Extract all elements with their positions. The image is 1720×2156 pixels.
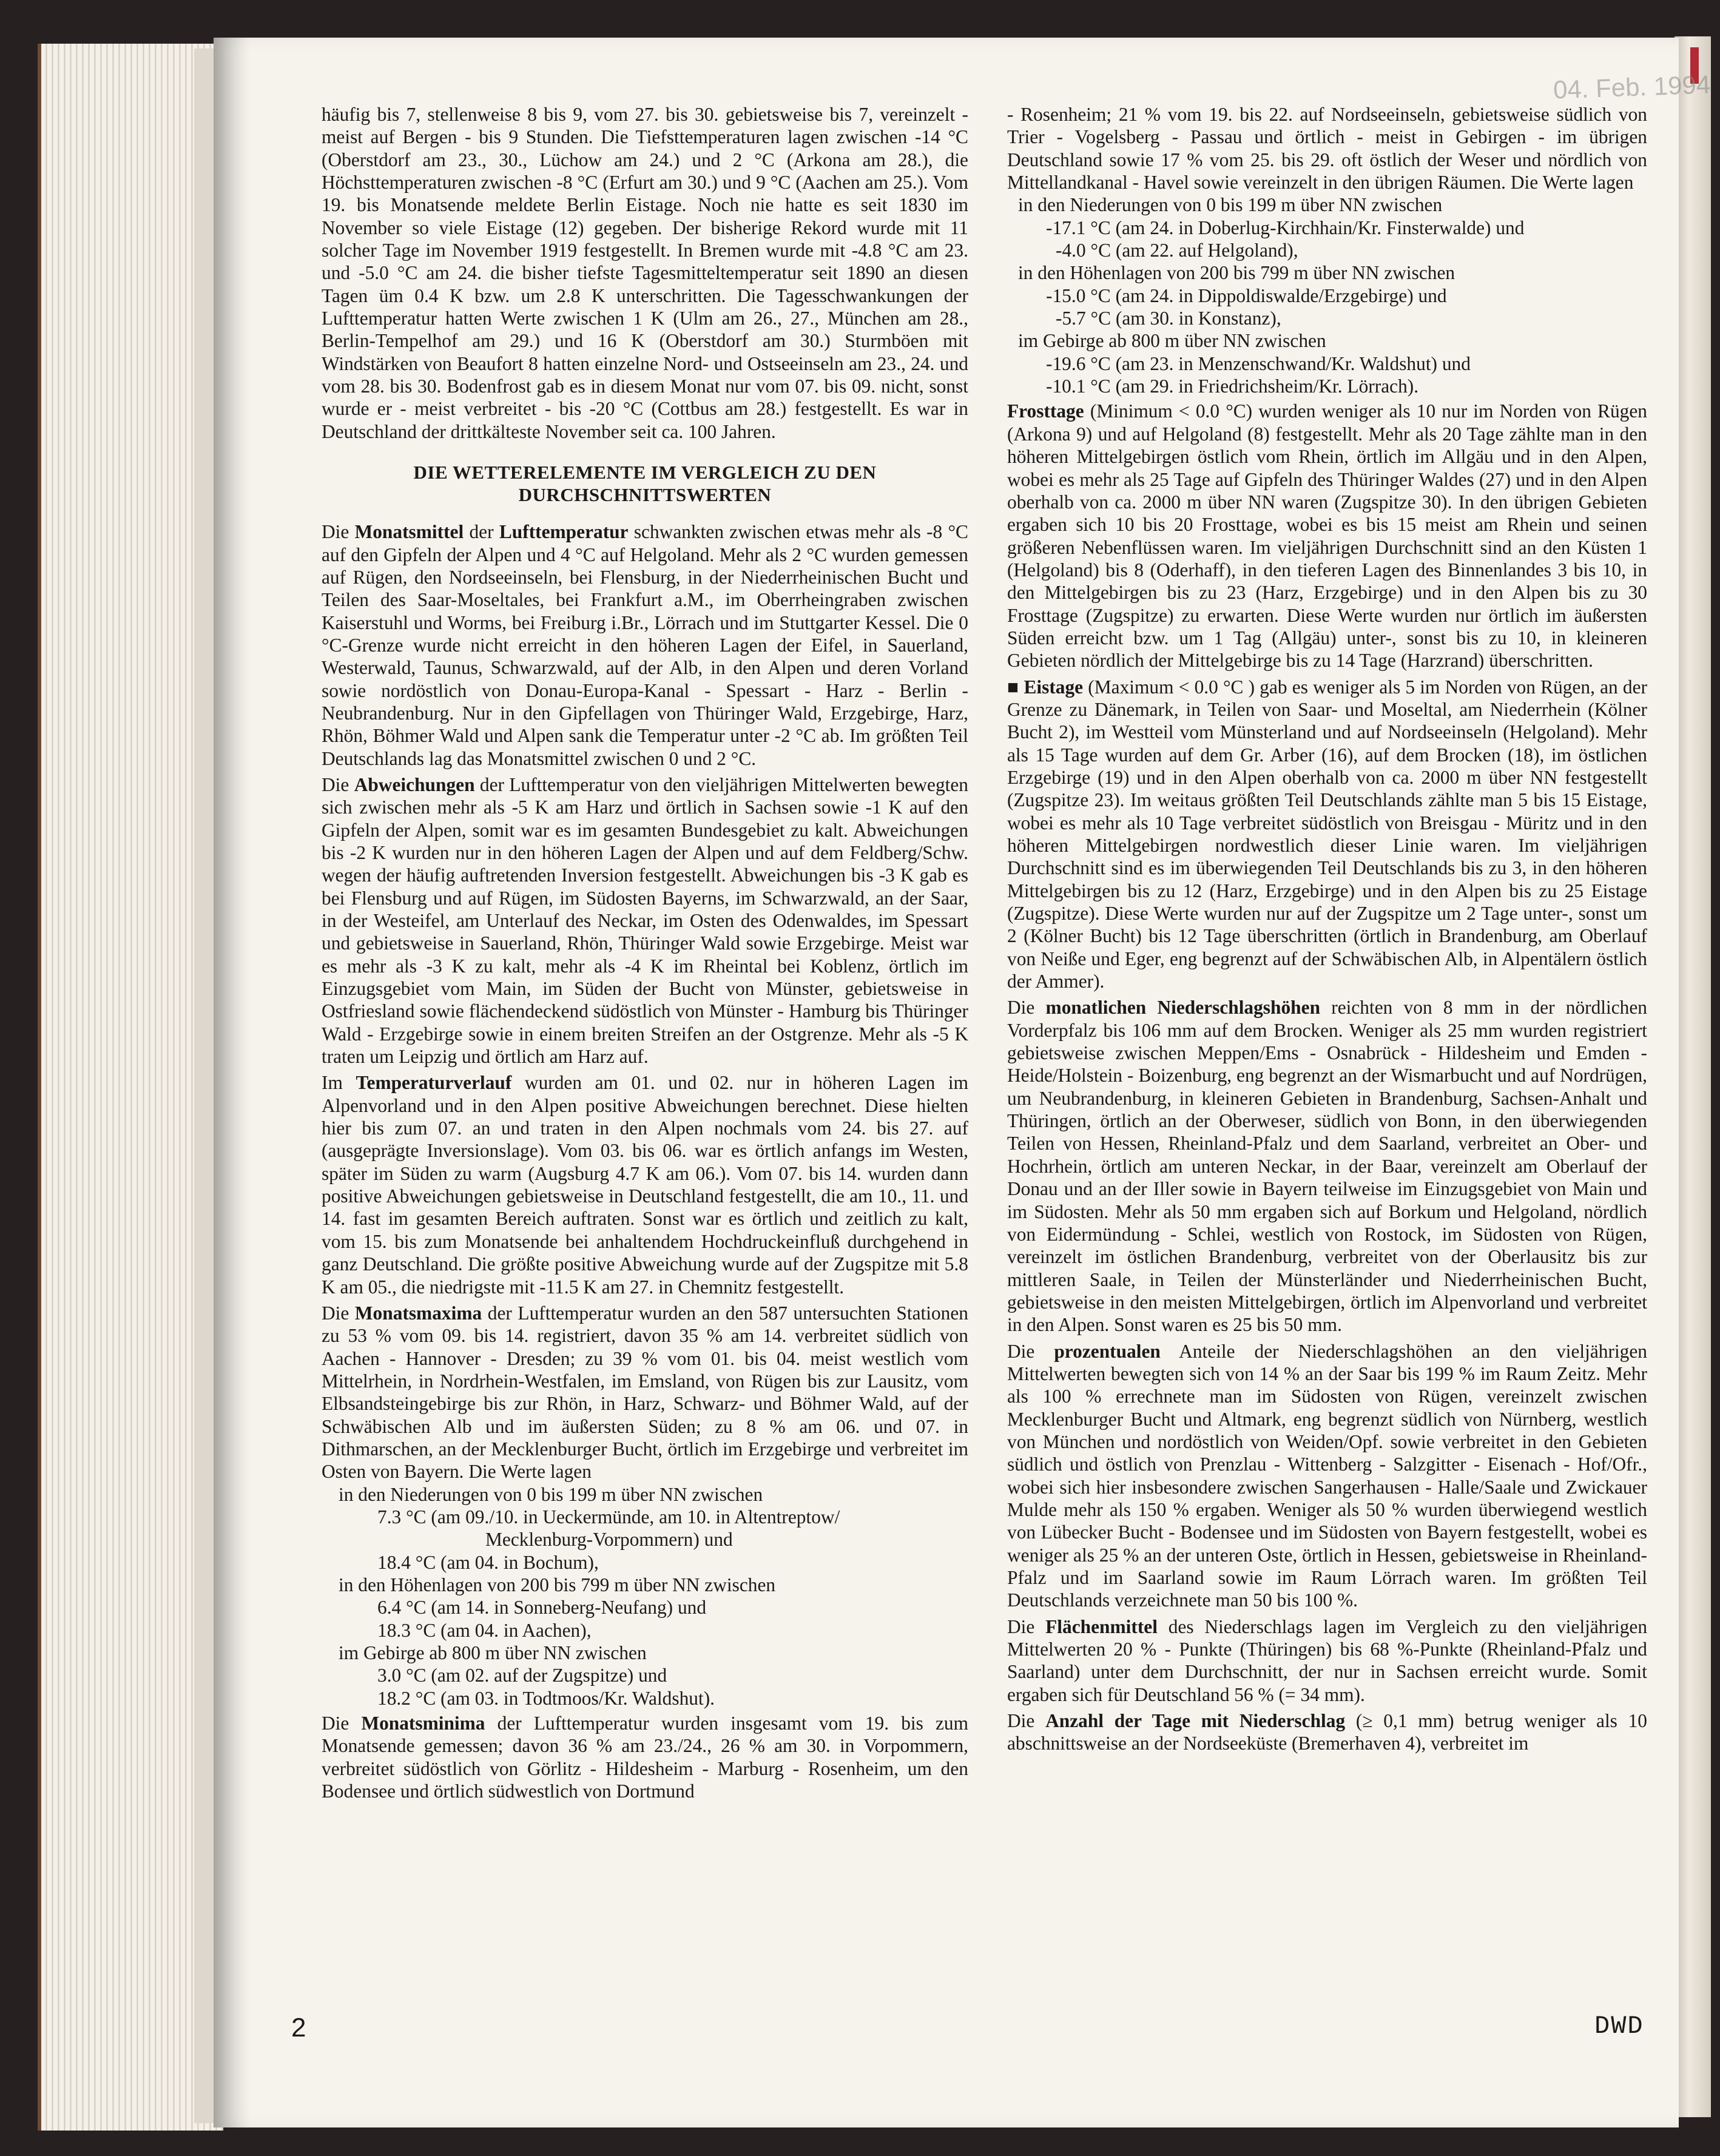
paragraph-niederschlagshoehen	[1007, 996, 1647, 1336]
text: schwankten zwischen etwas mehr als -8 °C auf den Gipfeln der Alpen und 4 °C auf Helgoland. Mehr als 2 °C wurden gemessen auf Rügen, den Nordseeinseln, bei Flensburg, in der Niederrheinischen Bucht und Teilen des Saar-Moseltales, bei Frankfurt a.M., im Oberrheingraben zwischen Kaiserstuhl und Worms, bei Freiburg i.Br., Lörrach und im Stuttgarter Kessel. Die 0 °C-Grenze wurde nicht erreicht in den höheren Lagen der Eifel, in Sauerland, Westerwald, Taunus, Schwarzwald, auf der Alb, in den Alpen und deren Vorland sowie nordöstlich von Donau-Europa-Kanal - Spessart - Harz - Berlin - Neubrandenburg. Nur in den Gipfellagen von Thüringer Wald, Erzgebirge, Harz, Rhön, Böhmer Wald und Alpen sank die Temperatur unter -2 °C ab. Im größten Teil Deutschlands lag das Monatsmittel zwischen 0 und 2 °C.	[322, 521, 968, 769]
list-line: 18.3 °C (am 04. in Aachen),	[377, 1619, 592, 1641]
text: der Lufttemperatur wurden an den 587 untersuchten Stationen zu 53 % vom 09. bis 14. registriert, davon 35 % am 14. verbreitet südlich von Aachen - Hannover - Dresden; zu 39 % vom 01. bis 04. meist westlich vom Mittelrhein, in Nordrhein-Westfalen, im Emsland, von Rügen bis zur Lausitz, vom Elbsandsteingebirge bis zur Rhön, in Harz, Schwarz- und Böhmer Wald, auf der Schwäbischen Alb und im äußersten Süden; zu 8 % am 06. und 07. in Dithmarschen, an der Mecklenburger Bucht, örtlich im Erzgebirge und verbreitet im Osten von Bayern. Die Werte lagen	[322, 1302, 969, 1483]
text: Im	[322, 1072, 356, 1094]
minima-list	[1007, 194, 1647, 397]
text: (Maximum < 0.0 °C ) gab es weniger als 5 im Norden von Rügen, an der Grenze zu Dänemark, in Teilen von Saar- und Moseltal, am Niederrhein (Kölner Bucht 2), im Westteil vom Münsterland und auf Nordseeinseln (Helgoland). Mehr als 15 Tage wurden auf dem Gr. Arber (16), auf dem Brocken (18), im östlichen Erzgebirge (19) und in den Alpen oberhalb von ca. 2000 m über NN festgestellt (Zugspitze 23). Im weitaus größten Teil Deutschlands zählte man 5 bis 15 Eistage, wobei es mehr als 10 Tage verbreitet südöstlich von Breisgau - Müritz und in den höheren Mittelgebirgen nordwestlich dieser Linie waren. Im vieljährigen Durchschnitt sind es im überwiegenden Teil Deutschlands bis zu 3, in den höheren Mittelgebirgen bis zu 12 (Harz, Erzgebirge) und in den Alpen bis zu 25 Eistage (Zugspitze). Diese Werte wurden nur auf der Zugspitze um 2 Tage unter-, sonst um 2 (Kölner Bucht) bis 12 Tage überschritten (örtlich in Brandenburg, am Oberlauf von Neiße und Eger, eng begrenzt auf der Schwäbischen Alb, in Alpentälern östlich der Ammer).	[1007, 676, 1647, 992]
list-line: -10.1 °C (am 29. in Friedrichsheim/Kr. Lörrach).	[1046, 376, 1419, 397]
text: des Niederschlags lagen im Vergleich zu den vieljährigen Mittelwerten 20 % - Punkte (Thüringen) bis 68 %-Punkte (Rheinland-Pfalz und Saarland) unter dem Durchschnitt, der nur in Sachsen erreicht wurde. Somit ergaben sich für Deutschland 56 % (= 34 mm).	[1007, 1615, 1648, 1705]
text: Die	[322, 521, 355, 543]
page-gutter-shadow	[214, 38, 250, 2127]
paragraph-temperaturverlauf	[322, 1071, 968, 1298]
text: der	[464, 521, 499, 543]
term-lufttemperatur: Lufttemperatur	[499, 521, 629, 543]
list-line: 6.4 °C (am 14. in Sonneberg-Neufang) und	[377, 1597, 707, 1619]
receipt-stamp: 04. Feb. 1994	[1553, 70, 1711, 104]
term-prozentualen: prozentualen	[1054, 1340, 1161, 1362]
page-number: 2	[291, 2013, 306, 2043]
paragraph-prozentualen	[1007, 1340, 1647, 1612]
term-monatsmittel: Monatsmittel	[354, 521, 464, 543]
right-column	[1007, 103, 1647, 1755]
paragraph-abweichungen	[322, 773, 968, 1068]
list-line: in den Niederungen von 0 bis 199 m über NN zwischen	[339, 1483, 763, 1505]
text: Die	[322, 1713, 362, 1734]
list-line: -4.0 °C (am 22. auf Helgoland),	[1056, 240, 1298, 261]
term-temperaturverlauf: Temperaturverlauf	[356, 1072, 512, 1094]
term-niederschlagstage: Anzahl der Tage mit Niederschlag	[1045, 1710, 1346, 1732]
list-line: 3.0 °C (am 02. auf der Zugspitze) und	[377, 1665, 667, 1686]
text: Die	[322, 773, 354, 795]
paragraph-monatsmaxima	[322, 1302, 968, 1483]
list-line: 18.2 °C (am 03. in Todtmoos/Kr. Waldshut).	[377, 1687, 715, 1709]
text: wurden am 01. und 02. nur in höheren Lagen im Alpenvorland und in den Alpen positive Abweichungen berechnet. Diese hielten hier bis zum 07. an und traten in den Alpen nochmals vom 24. bis 27. auf (ausgeprägte Inversionslage). Vom 03. bis 06. war es örtlich anfangs im Westen, später im Süden zu warm (Augsburg 4.7 K am 06.). Vom 07. bis 14. wurden dann positive Abweichungen gebietsweise in Deutschland festgestellt, die am 10., 11. und 14. fast im gesamten Bereich auftraten. Sonst war es örtlich und zeitlich zu kalt, vom 15. bis zum Monatsende bei anhaltendem Hochdruckeinfluß durchgehend in ganz Deutschland. Die größte positive Abweichung wurde auf der Zugspitze mit 5.8 K am 05., die niedrigste mit -11.5 K am 27. in Chemnitz festgestellt.	[322, 1072, 969, 1298]
text: der Lufttemperatur von den vieljährigen Mittelwerten bewegten sich zwischen mehr als -5 K am Harz und örtlich in Sachsen sowie -1 K auf den Gipfeln der Alpen, somit war es im gesamten Bundesgebiet zu kalt. Abweichungen bis -2 K wurden nur in den höheren Lagen der Alpen und auf dem Feldberg/Schw. wegen der häufig auftretenden Inversion festgestellt. Abweichungen bis -3 K gab es bei Flensburg und auf Rügen, im Südosten Bayerns, im Schwarzwald, an der Saar, in der Westeifel, am Unterlauf des Neckar, im Osten des Odenwaldes, im Spessart und gebietsweise in Sauerland, Rhön, Thüringer Wald sowie Erzgebirge. Meist war es mehr als -3 K zu kalt, mehr als -4 K im Rheintal bei Koblenz, örtlich im Einzugsgebiet vom Main, im Süden der Bucht von Münster, gebietsweise in Ostfriesland sowie flächendeckend südöstlich von Münster - Hamburg bis Thüringer Wald - Erzgebirge sowie in einem breiten Streifen an der Ostgrenze. Mehr als -5 K traten um Leipzig und örtlich am Harz auf.	[322, 773, 969, 1068]
list-line: -19.6 °C (am 23. in Menzenschwand/Kr. Waldshut) und	[1046, 352, 1471, 374]
text: Die	[1007, 997, 1046, 1019]
paragraph-sunshine-continuation: häufig bis 7, stellenweise 8 bis 9, vom 27. bis 30. gebietsweise bis 7, vereinzelt - meist auf Bergen - bis 9 Stunden. Die Tiefsttemperaturen lagen zwischen -14 °C (Oberstdorf am 23., 30., Lüchow am 24.) und 2 °C (Arkona am 28.), die Höchsttemperaturen zwischen -8 °C (Erfurt am 30.) und 9 °C (Aachen am 25.). Vom 19. bis Monatsende meldete Berlin Eistage. Noch nie hatte es seit 1830 im November so viele Eistage (12) gegeben. Der bisherige Rekord wurde mit 11 solcher Tage im November 1919 festgestellt. In Bremen wurde mit -4.8 °C am 23. und -5.0 °C am 24. die bisher tiefste Tagesmitteltemperatur seit 1890 an diesen Tagen üm 0.4 K bzw. um 2.8 K unterschritten. Die Tagesschwankungen der Lufttemperatur hatten Werte zwischen 1 K (Ulm am 26., 27., München am 28., Berlin-Tempelhof am 29.) und 16 K (Oberstdorf am 30.) Sturmböen mit Windstärken von Beaufort 8 hatten einzelne Nord- und Ostseeinseln am 23., 24. und vom 28. bis 30. Bodenfrost gab es in diesem Monat nur vom 07. bis 09. nicht, sonst wurde er - meist verbreitet - bis -20 °C (Cottbus am 28.) festgestellt. Es war in Deutschland der drittkälteste November seit ca. 100 Jahren.	[322, 104, 968, 442]
list-line: in den Niederungen von 0 bis 199 m über NN zwischen	[1018, 194, 1443, 216]
text: (≥ 0,1 mm) betrug weniger als 10 abschnittsweise an der Nordseeküste (Bremerhaven 4), verbreitet im	[1007, 1710, 1647, 1754]
heading-line-2: DURCHSCHNITTSWERTEN	[518, 484, 772, 506]
text: Die	[1007, 1615, 1046, 1637]
list-line: -17.1 °C (am 24. in Doberlug-Kirchhain/Kr. Finsterwalde) und	[1046, 217, 1525, 238]
paragraph-flaechenmittel	[1007, 1615, 1647, 1706]
list-line: -15.0 °C (am 24. in Dippoldiswalde/Erzgebirge) und	[1046, 285, 1447, 306]
list-line: im Gebirge ab 800 m über NN zwischen	[1018, 330, 1326, 352]
section-heading	[322, 461, 968, 506]
publisher-label: DWD	[1594, 2012, 1644, 2041]
paragraph-monatsmittel	[322, 520, 968, 770]
list-line: Mecklenburg-Vorpommern) und	[485, 1529, 733, 1551]
text: Die	[1007, 1340, 1054, 1362]
text: reichten von 8 mm in der nördlichen Vorderpfalz bis 106 mm auf dem Brocken. Weniger als 25 mm wurden registriert gebietsweise zwischen Meppen/Ems - Osnabrück - Hildesheim und Emden - Heide/Holstein - Boizenburg, eng begrenzt an der Wismarbucht und auf Nordrügen, um Neubrandenburg, in kleineren Gebieten in Brandenburg, Sachsen-Anhalt und Thüringen, örtlich an der Oberweser, südlich von Bonn, in den überwiegenden Teilen von Hessen, Rheinland-Pfalz und dem Saarland, verbreitet an Ober- und Hochrhein, örtlich am unteren Neckar, in der Baar, vereinzelt am Oberlauf der Donau und an der Iller sowie in Bayern teilweise im Einzugsgebiet von Main und im Südosten. Mehr als 50 mm ergaben sich auf Borkum und Helgoland, nördlich von Eidermündung - Schlei, westlich von Rostock, im Südosten von Rügen, vereinzelt im östlichen Brandenburg, verbreitet von der Oberlausitz bis zur mittleren Saale, in Teilen der Münsterländer und Niederrheinischen Bucht, gebietsweise in den meisten Mittelgebirgen, örtlich im Alpenvorland und verbreitet in den Alpen. Sonst waren es 25 bis 50 mm.	[1007, 997, 1648, 1336]
paragraph-eistage	[1007, 676, 1647, 993]
term-niederschlagshoehen: monatlichen Niederschlagshöhen	[1045, 997, 1321, 1019]
heading-line-1: DIE WETTERELEMENTE IM VERGLEICH ZU DEN	[413, 462, 877, 483]
text: Die	[1007, 1710, 1046, 1732]
paragraph-monatsminima	[322, 1712, 968, 1802]
list-line: in den Höhenlagen von 200 bis 799 m über NN zwischen	[339, 1574, 776, 1595]
term-monatsminima: Monatsminima	[361, 1713, 485, 1734]
text: Anteile der Niederschlagshöhen an den vieljährigen Mittelwerten bewegten sich von 14 % an der Saar bis 199 % im Raum Zeitz. Mehr als 100 % errechnete man im Südosten von Rügen, vereinzelt zwischen Mecklenburger Bucht und Altmark, eng begrenzt südlich von Nürnberg, westlich von München und nordöstlich von Weiden/Opf. sowie verbreitet in den Gebieten südlich und östlich von Prenzlau - Wittenberg - Salzgitter - Eisenach - Hof/Ofr., wobei sich hier insbesondere zwischen Sangerhausen - Halle/Saale und Zwickauer Mulde mehr als 150 % ergaben. Weniger als 50 % wurden überwiegend westlich von Lübecker Bucht - Bodensee und im Südosten von Bayern festgestellt, wobei es weniger als 25 % an der unteren Oste, örtlich in Hessen, gebietsweise in Rheinland-Pfalz und im Saarland sowie im Raum Lörrach waren. Im größten Teil Deutschlands verzeichnete man 50 bis 100 %.	[1007, 1340, 1648, 1611]
list-line: 18.4 °C (am 04. in Bochum),	[377, 1551, 599, 1573]
paragraph-frosttage	[1007, 400, 1647, 672]
list-line: im Gebirge ab 800 m über NN zwischen	[339, 1642, 647, 1663]
list-line: 7.3 °C (am 09./10. in Ueckermünde, am 10. in Altentreptow/	[377, 1506, 840, 1528]
list-line: in den Höhenlagen von 200 bis 799 m über NN zwischen	[1018, 262, 1455, 284]
text: Die	[322, 1302, 355, 1324]
left-column	[322, 103, 968, 1802]
maxima-list	[322, 1483, 968, 1710]
text: der Lufttemperatur wurden insgesamt vom 19. bis zum Monatsende gemessen; davon 36 % am 23./24., 26 % am 30. in Vorpommern, verbreitet südöstlich von Görlitz - Hildesheim - Marburg - Rosenheim, um den Bodensee und örtlich südwestlich von Dortmund	[322, 1713, 968, 1802]
paragraph-niederschlagstage	[1007, 1710, 1647, 1755]
term-flaechenmittel: Flächenmittel	[1045, 1615, 1158, 1637]
paragraph-minima-continuation: - Rosenheim; 21 % vom 19. bis 22. auf Nordseeinseln, gebietsweise südlich von Trier - Vogelsberg - Passau und örtlich - meist in Gebirgen - im übrigen Deutschland sowie 17 % vom 25. bis 29. oft östlich der Weser und nördlich von Mittellandkanal - Havel sowie vereinzelt in den übrigen Räumen. Die Werte lagen	[1007, 104, 1647, 194]
term-abweichungen: Abweichungen	[354, 773, 475, 795]
list-line: -5.7 °C (am 30. in Konstanz),	[1056, 308, 1281, 329]
term-frosttage: Frosttage	[1007, 400, 1084, 422]
term-eistage: Eistage	[1024, 676, 1084, 698]
book-right-edge	[1674, 36, 1711, 2117]
text: (Minimum < 0.0 °C) wurden weniger als 10 nur im Norden von Rügen (Arkona 9) und auf Helgoland (8) festgestellt. Mehr als 20 Tage zählte man in den höheren Mittelgebirgen östlich vom Rhein, örtlich im Allgäu und in den Alpen, wobei es mehr als 25 Tage auf Gipfeln des Thüringer Waldes (27) und in den Alpen oberhalb von ca. 2000 m über NN waren (Zugspitze 30). In den übrigen Gebieten ergaben sich 10 bis 20 Frosttage, wobei es bis 15 meist am Rhein und seinen größeren Nebenflüssen waren. Im vieljährigen Durchschnitt sind an den Küsten 1 (Helgoland) bis 8 (Oderhaff), in den tieferen Lagen des Binnenlandes 3 bis 10, in den Mittelgebirgen bis zu 23 (Harz, Erzgebirge) und in den Alpen bis zu 30 Frosttage (Zugspitze) zu erwarten. Diese Werte wurden nur örtlich im äußersten Süden erreicht bzw. um 1 Tag (Allgäu) unter-, sonst bis zu 10, in kleineren Gebieten nördlich der Mittelgebirge bis zu 14 Tage (Harzrand) überschritten.	[1007, 400, 1647, 672]
bullet-marker: ■	[1007, 676, 1024, 698]
term-monatsmaxima: Monatsmaxima	[354, 1302, 482, 1324]
